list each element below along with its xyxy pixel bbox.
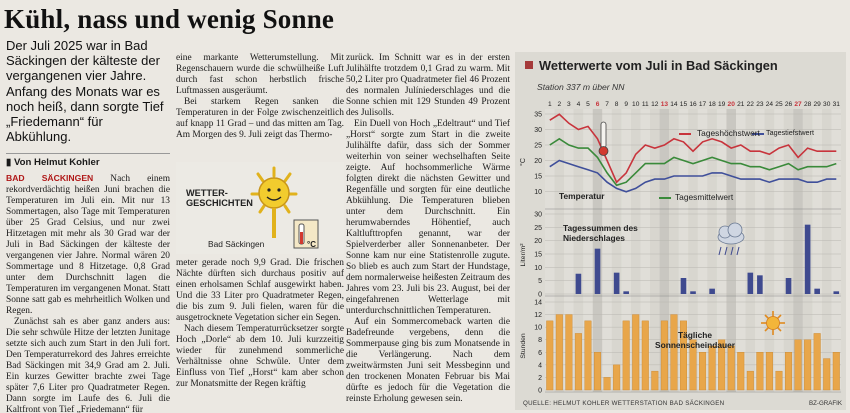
day-tick-label: 13 bbox=[660, 101, 669, 108]
day-tick-label: 26 bbox=[784, 101, 793, 108]
sun-bar bbox=[556, 315, 563, 390]
col3-para-2: Ein Duell von Hoch „Edeltraut“ und Tief „Horst“ sorgte zum Start in die zweite Julihälfte dafür, dass sich der Sommer weiterhin von seiner wechselhaften Seite zeigte. Auf hochsommerliche Wärme folgten direkt die nächsten Gewitter und Regenfälle und sorgten für eine deutliche Abkühlung. Die Temperaturen blieben unter dem Durchschnitt. Ein herumwaberndes Höhentief, auch Kaltlufttropfen genannt, war der Spielverderber aller Sonnenanbeter. Der Sonne kam nur eine Statistenrolle zugute. So blieb es auch zum Start der Hundstage, dem normalerweise heißesten Zeitraum des Jahres vom 23. Juli bis 23. August, bei der eingefahrenen Wetterlage mit unterdurchschnittlichen Temperaturen. bbox=[346, 119, 510, 316]
day-tick-label: 28 bbox=[803, 101, 812, 108]
sun-icon bbox=[767, 317, 780, 330]
sun-bar bbox=[566, 315, 573, 390]
lead-paragraph: Der Juli 2025 war in Bad Säckingen der kälteste der vergangenen vier Jahre. Anfang des Monats war es noch heiß, dann sorgte Tief „Friedemann“ für Abkühlung. bbox=[6, 38, 164, 145]
rain-axis-label: Liter/m² bbox=[520, 243, 527, 267]
temp-axis-label: °C bbox=[520, 158, 527, 166]
col2-para-1: eine markante Wetterumstellung. Mit Regenschauern wurde die schwülheiße Luft durch fast schon herbstlich frische Luftmassen ausgeräumt. bbox=[176, 53, 344, 96]
sun-bar bbox=[766, 352, 773, 390]
day-tick-label: 9 bbox=[624, 101, 629, 108]
rain-tick-label: 30 bbox=[534, 211, 542, 219]
temp-tick-label: 25 bbox=[534, 142, 542, 150]
sun-bar bbox=[652, 371, 659, 390]
col1-para-1: BAD SÄCKINGEN Nach einem rekordverdächtig heißen Juni brachen die Temperaturen im Juli ein. Mit nur 13 Sommertagen, also Tage mit Temperaturen über 25 Grad Celsius, und nur zwei Hitzetagen mit mehr als 30 Grad war der Juli in Bad Säckingen der kälteste der vergangenen vier Jahre. Normal wären 20 Sommertage und 8 Hitzetage. 0,8 Grad unter dem Durchschnitt lagen die Temperaturen im vergangenen Monat. Statt Sonne satt gab es mehrheitlich Wolken und Regen. bbox=[6, 173, 170, 316]
sun-bar bbox=[804, 340, 811, 390]
temp-tick-label: 35 bbox=[534, 111, 542, 119]
sun-bar bbox=[709, 346, 716, 390]
sun-tick-label: 10 bbox=[534, 324, 542, 332]
sun-bar bbox=[575, 333, 582, 390]
day-column bbox=[612, 109, 622, 392]
temp-tick-label: 20 bbox=[534, 158, 542, 165]
legend-mean: Tagesmittelwert bbox=[675, 192, 734, 202]
sun-bar bbox=[785, 352, 792, 390]
rain-bar bbox=[786, 278, 792, 294]
sun-bar bbox=[594, 352, 601, 390]
sun-bar bbox=[728, 346, 735, 390]
temp-tick-label: 30 bbox=[534, 127, 542, 134]
temp-tick-label: 10 bbox=[534, 189, 542, 196]
day-tick-label: 3 bbox=[567, 101, 571, 108]
col3-para-3: Auf ein Sommercomeback warten die Badefreunde vergebens, denn die Sommerpause ging bis zum Monatsende in die Verlängerung. Nach dem zweitwärmsten Juni seit Messbeginn und den trockenen Monaten Februar bis Mai dürfte es jedoch für die Vegetation die reinste Erholung gewesen sein. bbox=[346, 317, 510, 404]
rain-tick-label: 25 bbox=[534, 224, 542, 232]
sun-tick-label: 2 bbox=[538, 374, 542, 382]
rain-bar bbox=[576, 274, 582, 294]
rain-bar bbox=[595, 249, 601, 294]
wettergeschichten-title: WETTER- GESCHICHTEN bbox=[186, 188, 253, 208]
temp-chart-title: Temperatur bbox=[559, 191, 605, 201]
rain-bar bbox=[757, 275, 763, 294]
legend-min: Tagestiefstwert bbox=[766, 128, 814, 137]
sun-tick-label: 12 bbox=[534, 312, 542, 320]
day-tick-label: 10 bbox=[632, 101, 640, 108]
rain-bar bbox=[614, 273, 620, 294]
rain-tick-label: 20 bbox=[534, 238, 542, 246]
day-tick-label: 14 bbox=[670, 101, 678, 108]
day-tick-label: 12 bbox=[651, 101, 659, 108]
article-column-2-bottom bbox=[176, 258, 344, 413]
rain-tick-label: 0 bbox=[538, 291, 542, 299]
col2-para-2: Bei starkem Regen sanken die Temperaturen in der Folge zwischenzeitlich auf knapp 11 Grad – und das mitten am Tag. Am Morgen des 9. Juli zeigt das Thermo- bbox=[176, 97, 344, 140]
day-tick-label: 18 bbox=[708, 101, 716, 108]
day-tick-label: 19 bbox=[718, 101, 726, 108]
day-column bbox=[736, 109, 746, 392]
sun-bar bbox=[699, 352, 706, 390]
sun-bar bbox=[833, 352, 840, 390]
rain-bar bbox=[690, 291, 696, 294]
byline-author: Von Helmut Kohler bbox=[13, 157, 100, 168]
wettergeschichten-place: Bad Säckingen bbox=[208, 239, 265, 249]
article-column-2-top bbox=[176, 53, 344, 161]
day-tick-label: 24 bbox=[765, 101, 774, 108]
logo-unit-label: °C bbox=[307, 240, 316, 249]
wettergeschichten-logo bbox=[176, 162, 344, 254]
rain-tick-label: 15 bbox=[534, 251, 542, 259]
col1-para-2: Zunächst sah es aber ganz anders aus: Die sehr schwüle Hitze der letzten Junitage setzte sich auch zum Start in den Juli fort. Den Temperaturrekord des Jahres erreichte Bad Säckingen mit 34,9 Grad am 2. Juli. Ein kurzes Gewitter brachte zwei Tage später 7,6 Liter pro Quadratmeter Regen. Dann sorgte im Laufe des 6. Juli die Kaltfront von Tief „Friedemann“ für bbox=[6, 317, 170, 413]
day-tick-label: 22 bbox=[746, 101, 754, 108]
station-label: Station 337 m über NN bbox=[537, 82, 625, 92]
rain-tick-label: 5 bbox=[538, 278, 542, 286]
sun-bar bbox=[776, 371, 783, 390]
day-tick-label: 6 bbox=[595, 101, 600, 108]
sun-bar bbox=[795, 340, 802, 390]
day-tick-label: 16 bbox=[689, 101, 697, 108]
day-tick-label: 20 bbox=[727, 101, 735, 108]
day-tick-label: 23 bbox=[756, 101, 764, 108]
sun-axis-label: Stunden bbox=[520, 333, 527, 359]
rain-bar bbox=[709, 289, 715, 294]
article-column-1 bbox=[6, 173, 170, 413]
legend-max: Tageshöchstwert bbox=[697, 128, 760, 138]
day-column bbox=[784, 109, 794, 392]
day-tick-label: 27 bbox=[794, 101, 802, 108]
rain-chart-title: Tagessummen des Niederschlages bbox=[563, 223, 638, 243]
sun-tick-label: 14 bbox=[534, 299, 542, 307]
day-column bbox=[774, 109, 784, 392]
day-tick-label: 25 bbox=[775, 101, 783, 108]
day-tick-label: 21 bbox=[737, 101, 745, 108]
sun-bar bbox=[613, 365, 620, 390]
col3-para-1: zurück. Im Schnitt war es in der ersten Julihälfte trotzdem 0,1 Grad zu warm. Mit 50,2 Liter pro Quadratmeter fiel 46 Prozent des normalen Julíniederschlages und die Sonne schien mit 129 Stunden 49 Prozent des Julisolls. bbox=[346, 53, 510, 118]
chart-source: QUELLE: HELMUT KOHLER WETTERSTATION BAD SÄCKINGEN bbox=[523, 400, 725, 407]
sun-bar bbox=[632, 315, 639, 390]
thermometer-icon bbox=[601, 122, 606, 148]
day-tick-label: 7 bbox=[605, 101, 609, 108]
byline: ▮ Von Helmut Kohler bbox=[6, 153, 170, 168]
day-tick-label: 29 bbox=[813, 101, 821, 108]
panel-title: Wetterwerte vom Juli in Bad Säckingen bbox=[525, 58, 778, 73]
sun-bar bbox=[546, 321, 553, 390]
col2-para-3: meter gerade noch 9,9 Grad. Die frischen Nächte dürften sich durchaus positiv auf einen erholsamen Schlaf ausgewirkt haben. Und die 33 Liter pro Quadratmeter Regen, die bis zum 9. Juli fielen, waren für die ausgetrocknete Vegetation sicher ein Segen. bbox=[176, 258, 344, 323]
rain-bar bbox=[833, 291, 839, 294]
day-tick-label: 15 bbox=[679, 101, 688, 108]
sun-bar bbox=[642, 321, 649, 390]
article-column-3 bbox=[346, 53, 510, 413]
sun-bar bbox=[747, 371, 754, 390]
dateline: BAD SÄCKINGEN bbox=[6, 173, 94, 183]
sun-bar bbox=[585, 321, 592, 390]
rain-tick-label: 10 bbox=[534, 264, 542, 272]
day-tick-label: 11 bbox=[641, 101, 649, 108]
sun-bar bbox=[623, 321, 630, 390]
thermometer-bulb bbox=[599, 147, 608, 156]
day-tick-label: 8 bbox=[614, 101, 619, 108]
temp-tick-label: 15 bbox=[534, 173, 542, 181]
sun-bar bbox=[757, 352, 764, 390]
rain-bar bbox=[814, 289, 820, 294]
sun-chart-title: Tägliche Sonnenscheindauer bbox=[655, 330, 736, 350]
rain-bar bbox=[805, 225, 811, 294]
rain-bar bbox=[623, 291, 629, 294]
sun-bar bbox=[671, 315, 678, 390]
sun-tick-label: 8 bbox=[538, 337, 542, 345]
rain-bar bbox=[681, 278, 687, 294]
weather-chart-panel bbox=[515, 52, 846, 410]
sun-tick-label: 0 bbox=[538, 387, 542, 395]
sun-bar bbox=[604, 377, 611, 390]
headline: Kühl, nass und wenig Sonne bbox=[4, 4, 335, 34]
col2-para-4: Nach diesem Temperaturrücksetzer sorgte Hoch „Dorle“ ab dem 10. Juli kurzzeitig wieder für zunehmend sommerliche Verhältnisse ohne Schwüle. Unter dem Einfluss von Tief „Horst“ kam aber schon zur Monatsmitte der Regen kräftig bbox=[176, 324, 344, 389]
rain-cloud-puff bbox=[728, 223, 742, 237]
sun-bar bbox=[737, 352, 744, 390]
day-tick-label: 4 bbox=[576, 101, 581, 108]
rain-bar bbox=[748, 273, 754, 294]
day-tick-label: 5 bbox=[586, 101, 590, 108]
day-tick-label: 17 bbox=[698, 101, 707, 108]
sun-bar bbox=[814, 333, 821, 390]
chart-credit: BZ-GRAFIK bbox=[808, 400, 842, 407]
day-tick-label: 31 bbox=[832, 101, 840, 108]
day-tick-label: 30 bbox=[823, 101, 831, 108]
day-tick-label: 2 bbox=[557, 101, 562, 108]
sun-tick-label: 4 bbox=[538, 362, 542, 370]
sun-bar bbox=[823, 359, 830, 390]
day-tick-label: 1 bbox=[547, 101, 552, 108]
sun-tick-label: 6 bbox=[538, 349, 542, 357]
